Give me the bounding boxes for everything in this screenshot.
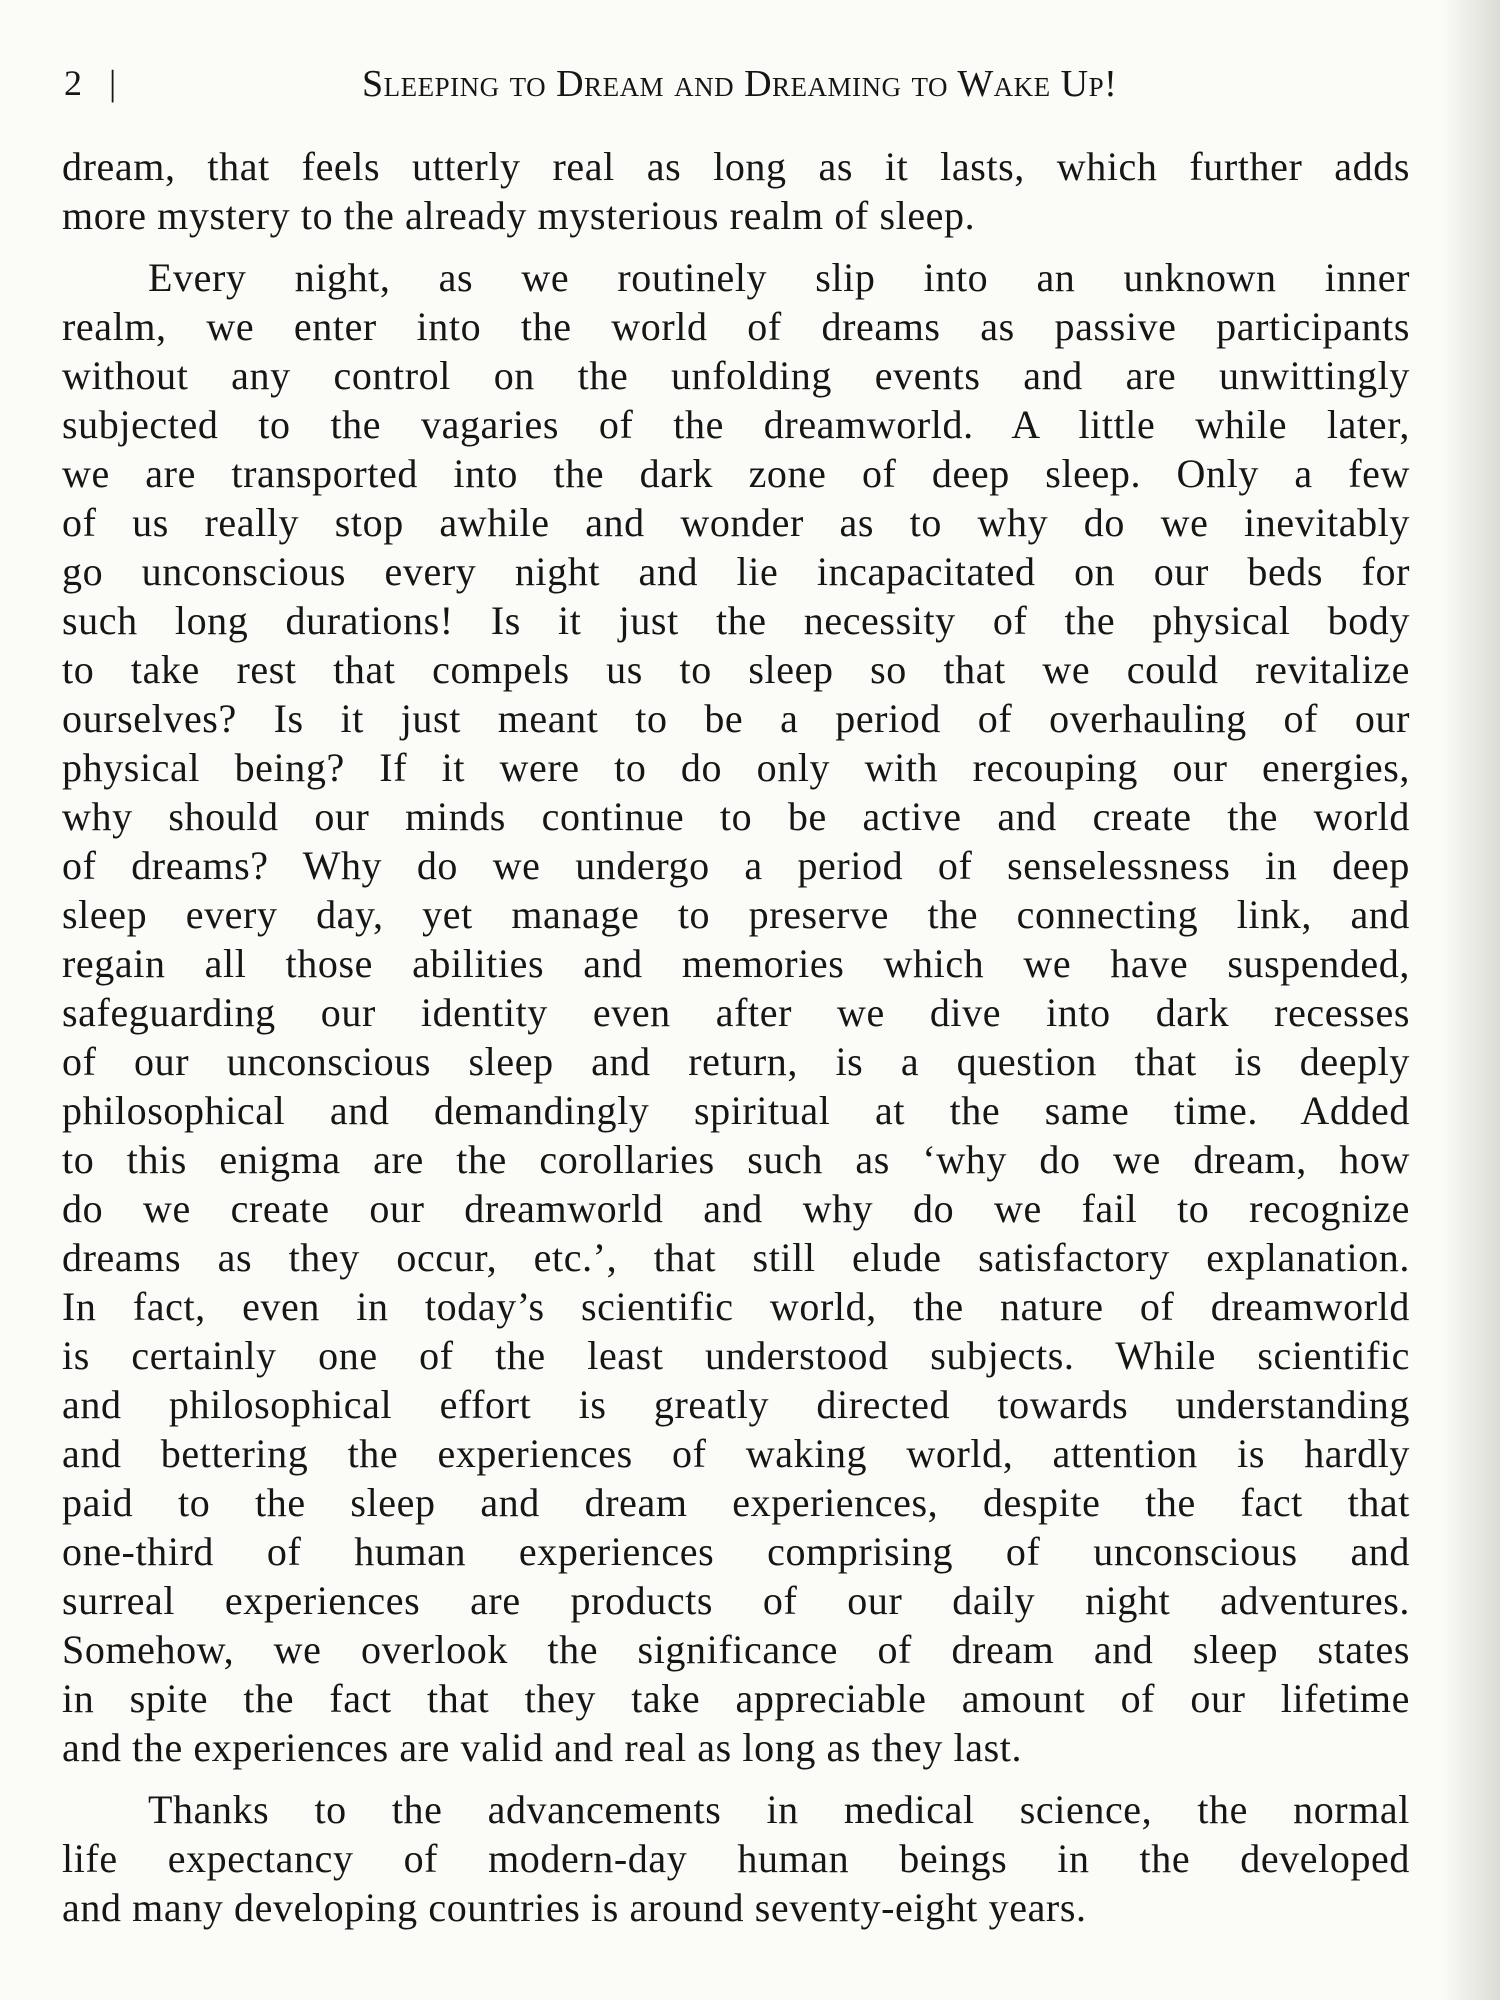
text-line: we are transported into the dark zone of deep sleep. Only a few	[62, 451, 1410, 496]
page-number	[64, 62, 116, 104]
text-line: do we create our dreamworld and why do we fail to recognize	[62, 1186, 1410, 1231]
text-line: in spite the fact that they take appreciable amount of our lifetime	[62, 1676, 1410, 1721]
text-line: is certainly one of the least understood subjects. While scientific	[62, 1333, 1410, 1378]
header-separator: |	[109, 63, 117, 103]
text-line: and philosophical effort is greatly directed towards understanding	[62, 1382, 1410, 1427]
running-header	[64, 62, 1414, 112]
text-line: without any control on the unfolding events and are unwittingly	[62, 353, 1410, 398]
text-line: realm, we enter into the world of dreams as passive participants	[62, 304, 1410, 349]
text-line: and bettering the experiences of waking world, attention is hardly	[62, 1431, 1410, 1476]
text-line: go unconscious every night and lie incapacitated on our beds for	[62, 549, 1410, 594]
text-line: life expectancy of modern-day human beings in the developed	[62, 1836, 1410, 1881]
text-line: one-third of human experiences comprising of unconscious and	[62, 1529, 1410, 1574]
text-line: In fact, even in today’s scientific world, the nature of dreamworld	[62, 1284, 1410, 1329]
paragraph	[62, 253, 1410, 1772]
text-line: regain all those abilities and memories which we have suspended,	[62, 941, 1410, 986]
text-line: sleep every day, yet manage to preserve the connecting link, and	[62, 892, 1410, 937]
text-line: Somehow, we overlook the significance of dream and sleep states	[62, 1627, 1410, 1672]
text-line: dreams as they occur, etc.’, that still elude satisfactory explanation.	[62, 1235, 1410, 1280]
text-line: why should our minds continue to be active and create the world	[62, 794, 1410, 839]
text-line: to this enigma are the corollaries such as ‘why do we dream, how	[62, 1137, 1410, 1182]
text-line: Every night, as we routinely slip into an unknown inner	[148, 255, 1410, 300]
text-line: and the experiences are valid and real as long as they last.	[62, 1725, 1023, 1770]
text-line: ourselves? Is it just meant to be a period of overhauling of our	[62, 696, 1410, 741]
text-line: dream, that feels utterly real as long as it lasts, which further adds	[62, 144, 1410, 189]
text-line: surreal experiences are products of our daily night adventures.	[62, 1578, 1410, 1623]
text-line: to take rest that compels us to sleep so that we could revitalize	[62, 647, 1410, 692]
body-text	[62, 142, 1410, 1945]
page-number-value: 2	[64, 63, 82, 103]
page-edge-shadow	[1440, 0, 1500, 2000]
text-line: of us really stop awhile and wonder as to why do we inevitably	[62, 500, 1410, 545]
text-line: such long durations! Is it just the necessity of the physical body	[62, 598, 1410, 643]
text-line: subjected to the vagaries of the dreamworld. A little while later,	[62, 402, 1410, 447]
paragraph	[62, 1785, 1410, 1932]
text-line: of our unconscious sleep and return, is a question that is deeply	[62, 1039, 1410, 1084]
text-line: physical being? If it were to do only with recouping our energies,	[62, 745, 1410, 790]
text-line: Thanks to the advancements in medical science, the normal	[148, 1787, 1410, 1832]
text-line: paid to the sleep and dream experiences, despite the fact that	[62, 1480, 1410, 1525]
text-line: safeguarding our identity even after we dive into dark recesses	[62, 990, 1410, 1035]
text-line: of dreams? Why do we undergo a period of senselessness in deep	[62, 843, 1410, 888]
text-line: and many developing countries is around seventy-eight years.	[62, 1885, 1087, 1930]
text-line: philosophical and demandingly spiritual at the same time. Added	[62, 1088, 1410, 1133]
paragraph	[62, 142, 1410, 240]
text-line: more mystery to the already mysterious realm of sleep.	[62, 193, 976, 238]
book-title: Sleeping to Dream and Dreaming to Wake Up!	[362, 63, 1118, 105]
